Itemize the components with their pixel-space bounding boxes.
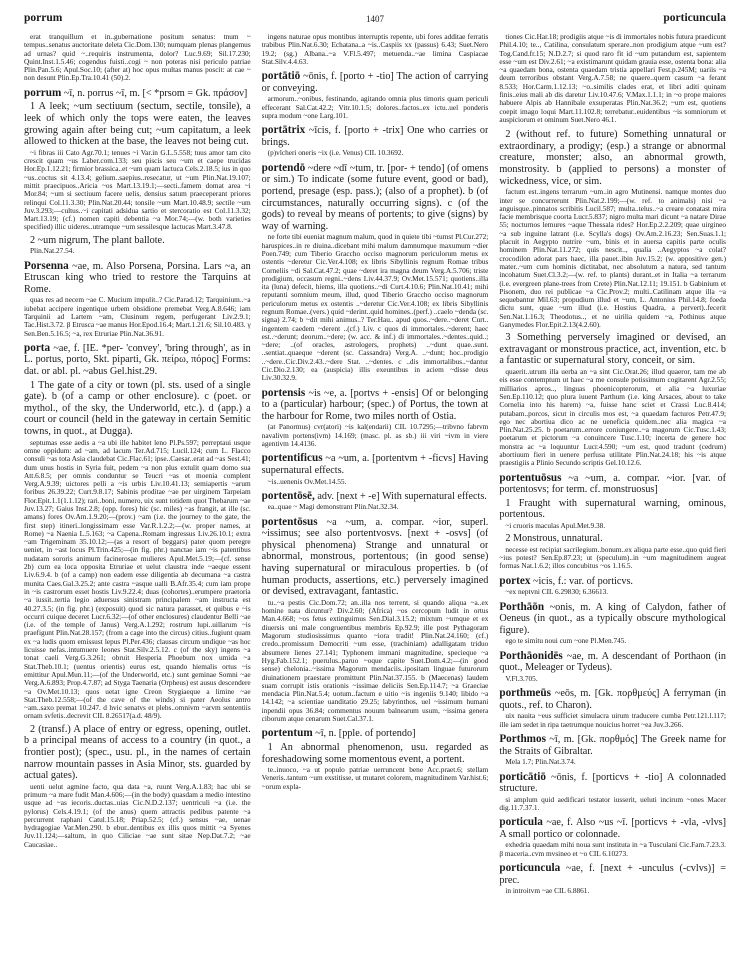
dictionary-entry (262, 71, 489, 120)
entry-heading (499, 688, 726, 711)
entry-heading (499, 473, 726, 496)
dictionary-entry (499, 688, 726, 729)
dictionary-entry (24, 88, 251, 256)
dictionary-entry (499, 772, 726, 813)
entry-heading (262, 71, 489, 94)
headword: Porthāōn (499, 600, 545, 613)
running-header (24, 12, 726, 30)
header-last-headword: porticuncula (663, 12, 726, 24)
citation-block: ~i cruoris maculas Apul.Met.9.38. (505, 521, 606, 530)
entry-definition: ~ae, f. Also ~us ~ī. [porticvs + -vla, -vlvs] A small portico or colonnade. (499, 817, 727, 840)
citation-block: ~is..uenenis Ov.Met.14.55. (267, 476, 347, 486)
column-right (499, 32, 726, 952)
sense-definition: 1 The gate of a city or town (pl. sts. used of a single gate). b (of a camp or other enclosure). c (poet. or mythol., of the sky, the Underworld, etc.). d (app.) a court or council (held in the gateway in certain Semitic towns, in quot., at Dugga). (24, 379, 251, 438)
entry-definition: ~ae, f. [IE. *per- 'convey', 'bring through', as in L. portus, porto, Skt. piparti, Gk. πείρω, πόρος] Forms: dat. or abl. pl. ~abus Gel.hist.29. (24, 342, 251, 378)
entry-heading (262, 125, 489, 148)
dictionary-entry (499, 651, 726, 683)
dictionary-entry (262, 388, 489, 449)
citation-block: tu..~a pestis Cic.Dom.72; an..illa nos terrent, si quando aliqua ~a..ex homine nata dicuntur? Div.2.60; (Africa) ~os cercopum ludit in ortus Man.4.668; ~os fetus extinguimus Sen.Dial.3.15.2; mixtum ~umque et ex diuersis uni male congruentibus membris Ep.92.9; ille post Pythagoram Magorum studiosissimus quanto ~iora tradit! Plin.Nat.24.160; (cf.) credo..promissum Democriti ~um esse, (trachiniam) adalligatam triduo absumere lienes 27.141; Typhonem immani magnitudine, specieque ~a Hyg.Fab.152.1; puerulus..paruo ~oque capite Suet.Dom.4.2;—(in good sense) chelonia..~issima Magorum mendaciis..ipositam linguae futurorum diuinationem praestare promittunt Plin.Nat.37.155. b (Maecenas) laudem suam corrupit istis orationis ~issimae deliciis Sen.Ep.114.7; ~a Graeciae mendacia Plin.Nat.5.4; uotum..factum e uitio ~is ingeniis 9.140; libido ~a 14.142; ~a scientiae uanditatio 29.25; labyrinthos, uel ~issimum humani inpendii opus 36.84; commentus nouum balnearum usum, ~issima genera ciborum atque cenarum Suet.Cal.37.1. (261, 597, 489, 724)
dictionary-entry (24, 261, 251, 338)
headword: porticula (499, 816, 543, 829)
headword: portentum (261, 727, 313, 740)
citation-block: necesse est recipiat sacrilegium..bonum..ex aliqua parte esse..quo quid fieri ~ius potest? Sen.Ep.87.23; ut (speculum)..in ~um magnitudinem augeat formas Nat.1.6.2; illos concubitus ~os 1.16.5. (499, 544, 727, 571)
headword: porticuncula (499, 862, 561, 875)
dictionary-entry (262, 163, 489, 383)
sense-definition: 2 (transf.) A place of entry or egress, opening, outlet. b a principal means of access to a country (in quot., a frontier post); (spec., usu. pl., in the names of certain narrow mountain passes in Asia Minor, sts. guarded by actual gates). (24, 723, 251, 782)
dictionary-entry (24, 343, 251, 849)
entry-heading (499, 863, 726, 886)
column-left (24, 32, 251, 952)
entry-definition: ~īcis, f. [porto + -trix] One who carries or brings. (261, 125, 489, 148)
dictionary-columns (24, 32, 726, 952)
citation-block: exhedria quaedam mihi noua sunt instituta in ~a Tusculani Cic.Fam.7.23.3. β maceria..cvm mvsineo et ~o CIL 6.10273. (499, 840, 727, 858)
continued-citation: ingens naturae opus montibus interruptis repente, ubi fores additae ferratis trabibus Plin.Nat.6.30; Echatana..a ~is..Caspiis xx (passus) 6.43; Suet.Nero 19.2; (sg.) Albana..~a V.Fl.5.497; metuenda..~ae limina Caspiacae Stat.Silv.4.4.63. (261, 32, 489, 66)
entry-definition: ~eōs, m. [Gk. πορθμεύς] A ferryman (in quots., ref. to Charon). (499, 688, 727, 711)
citation-block: ne forte tibi eueniat magnum malum, quod in quiete tibi ~tumst Pl.Cur.272; haruspices..in re diuina..dicebant mihi malum damnumque maxumum ~dier Poen.749; cum Tiberio Graccho occiso magnorum periculorum metus ex ostentis ~deretur Cic.Ver.4.108; ex libris Sibyllinis regnum Romae tribus Corneliis ~di Sal.Cat.47.2; quae ~deret ira magna deum Verg.A.5.706; triste prodigium, occasum regni..~dens Liv.44.37.9; Ov.Met.15.571; quotiens..illa ita (luna) defecit, hiems, illa quotiens..~di Curt.4.10.6; Plin.Nat.10.41; mihi reputanti somnium meum, illud, quod Tiberio Graccho occiso magnorum periculorum metus ex ostentis ..~deretur Cic.Ver.4.108; ex libris Sibyllinis regnum Romae..(vers.) quid ~derint..quid homines..(perf.) ..caelo ~denda (sc. signa) 2.74; b ~dit mihi animus..? Ter.Hau.. apud quos..~dere..~deret Curt.. ingentem caedem ~derent ..(cf.) Liv. c quos di immortales..~derent; haec est..~derunt; deorum..~dere; (w. acc. & inf.) di immortales..~dentes..quid..; ~dere; ..(of oracles, astrologers, prophets) ..~dunt quae..sunt. ..sentiat..quaeque ~derent (sc. Cassandra) Verg.A. ..~dunt; hoc..prodigio ..~dere..Cic.Div.2.43..~dere Stat. ..~dentes. c ..dis immortalibus..~dantur Cic.Dio.2.130; ea (auspicia) illis exeuntibus in aciem ~disse deus Liv.30.32.9. (261, 232, 489, 383)
citation-block: quaerit..utrum illa uerba an ~a sint Cic.Orat.26; illud quaeror, tam me ab eis esse contemptum ut haec ~a me consule potissimum cogitarent Agr.2.55; milliarios apros.., linguas phoenicopterorum, et alia ~a luxuriae Sen.Ep.110.12; quo plura iuuent Parthum (i.e. king Arsaces, about to take Cornelia into his harem) ~a, fuisse hanc sciet et Crassi Luc.8.414; putabam..porcos, sicut in circulis mos est, ~a quaedam facturos Petr.47.9; ego nec abortiua dico ac ne ueneficia quidem..nec alia magica ~a Plin.Nat.25.25. b poetarum..errore coniungere..~a magorum Cic.Tusc.1.43; poetarum et pictorum ~a conuincere Tusc.1.10; incerta de genere hoc monstra ac ~a loquuntur Lucr.4.590; ~um est, quod tradunt (cedrum) abortiuum fieri in uenere perfusa utilitate Plin.Nat.24.18; his ~is atque praestigiis a Plinio Secundo scriptis Gel.10.12.6. (499, 367, 727, 468)
dictionary-entry (499, 576, 726, 597)
headword: porthmeūs (499, 687, 551, 700)
entry-heading (24, 88, 251, 100)
dictionary-entry (499, 817, 726, 858)
sense-definition: 3 Something perversely imagined or devised, an extravagant or monstrous practice, act, invention, etc. b a fantastic or supernatural story, conceit, or sim. (499, 332, 727, 367)
sense-definition: 1 An abnormal phenomenon, usu. regarded as foreshadowing some momentous event, a portent. (261, 741, 489, 765)
headword: porta (24, 341, 51, 354)
entry-definition: ~a ~um, a. compar. ~ior, superl. ~issimus; see also portentvosvs. [next + -osvs] (of physical phenomena) Strange and unnatural or abnormal, monstrous, portentous; (in good sense) having supernatural or miraculous properties. b (of human products, assertions, etc.) perversely imagined or devised, extravagant, fantastic. (261, 516, 489, 598)
sense-definition: 2 Monstrous, unnatural. (505, 533, 603, 545)
headword: portentuōsus (499, 471, 562, 484)
citation-block: septumas esse aedis a ~a ubi ille habitet leno Pl.Ps.597; perreptaui usque omne oppidum: ad ~am, ad lacum Ter.Ad.715; Lucil.124; cum L. Flacco consuli ~as tota Asia claudebat Cic.Flac.61; ipse..Caesar..erat ad ~as Sest.41; dum unus hostis in Syria fuit, pedem ~a non plus extulit quam domo sua Att.6.8.5; per omnis conduntur se Teucri ~as et moenia complent Verg.A.9.39; uictores pelli a ~is urbis Liv.10.41.13; semiapertis ~arum foribus 26.39.22; Curt.9.8.17; Sabinis proditae ~ae per uirginem Tarpeiam Flor.Epit.1.1(1.1.12); rari..boni, numero, uix sunt totidem quot Thebarum ~ae Juv.13.27; Gaius Inst.2.8; (opp. fores) hic (sc. miles) ~as frangit, at ille (sc. amans) fores Ov.Am.1.9.20;—(prov.) ~am (i.e. the journey to the gate, the first step) itineri..longissimam esse Var.R.1.2.2;—(w. proper names, at Rome) ~a Naenia L.5.163; ~a Capena..Romam ingressus Liv.26.10.1; extra ~am Trigeminam 35.10.12;—(as a resort of beggars) pater quom peregre ueniet, in ~ast locus Pl.Trin.425;—(in fig. phr.) nanctae iam ~is patentibus nudatam sororis animum facinerosae mulieres Apul.Met.5.19;—(cf. sense 2b) cum ea loca opposita Etruriae et uelut claustra inde ~aeque essent Liv.6.9.4. b (of a camp) non eadem esse diligentia ab decumana ~a castra munita Caes.Gal.3.25.2; ante castra ~asque ualli B.Afr.35.4; cum iam prope in ~is castrorum esset hostis Liv.9.22.4; duas (cohortes)..erumpere praetoria ~a iussit..tertia legio aduersus sinistram principalem ~am instructa est 40.27.3.5; (in fig. phr.) (exposuit) quod sic natura parasset, et quibus e ~is occurri cuique deceret Lucr.6.32;—(of other enclosures) claudentur Belli ~ae (i.e. of the temple of Janus) Verg.A.1.292; rostrum lupi..uillarum ~is praefigunt Plin.Nat.28.157; (from a cage into the circus) citius..fugiunt quam ex ~a ludis quom emissust lepus Pl.Per.436; clausas circum undique ~as hoc licuisse nefas..intumuere leones Stat.Silv.2.5.12. c (of the sky) ingens ~a tonat caeli Verg.G.3.261; obruit Hesperia Phoebum nox umida ~a Stat.Theb.10.1; (uentus orientis) eurus est, quando hiemalis ortus ~is emittitur Apul.Mun.11;—(of the Underworld, etc.) sunt geminae Somni ~ae Verg.A.6.893; Prop.4.7.87; ad Styga Taenaria (Orpheus) est ausus descendere ~a Ov.Met.10.13; quos uetat igne Creon Stygiaeque a limine ~ae Stat.Theb.12.558;—(of the cave of the winds) si pater Aeolus antro ~am..saxo premat 10.247. d hvic senatvs et plebs..omnivm ~arvm sententiis ornam svfetis..decrevit CIL 8.26517(a.d. 48/9). (24, 437, 251, 721)
entry-heading (499, 576, 726, 588)
headword: portātiō (261, 70, 301, 83)
continued-citation: erat tranquillum et in..gubernatione positum senatus: tnum ~ tempus..senatus auctoritate deleta Cic.Dom.130; numquam plenas plangemus ad urnas? quid ~..requiris instrumenta, dolor? Luc.9.69; Sil.17.230; Quint.Inst.1.5.46; cogendus fuisti..cogi ~ non poteras nisi periculo patriae Plin.Pan.5.6; Apul.Soc.10; (after at) hoc opus multas manus poscit: at cae ~ non desunt Plin.Ep.Tra.10.41 (50).2. (24, 32, 251, 83)
dictionary-entry (499, 734, 726, 766)
citation-block: (at Panormus) cvr(atori) ~is kal(endarii) CIL 10.7295;—tribvno fabrvm navalivm portens(ivm) 14.169; (masc. pl. as sb.) iii viri ~ivm in viere agentivm 14.4136. (261, 422, 489, 449)
entry-definition: ~is ~e, a. [portvs + -ensis] Of or belonging to a (particular) harbour; (spec.) of Portus, the town at the harbour for Rome, two miles north of Ostia. (261, 387, 489, 422)
dictionary-entry (499, 129, 726, 467)
continued-citation: tiones Cic.Har.18; prodigiis atque ~is di immortales nobis futura praedicunt Phil.4.10; te.., Catilina, consulatum sperare..non prodigium atque ~um est? Tog.Cand.fr.15; N.D.2.7; si quod raro fit id ~um putandum est, sapientem esse ~um est Div.2.61; ~a existimarunt quidam grauia esse, ostenta bona: alia ~a quaedam bona, ostenta quaedam tristia appellari Fest.p.245M; uariis ~a deum terroribus obstant Verg.A.7.58; ne quaere..quem casum ~a ferant 8.533; Hor.Carm.1.12.13; ~o..similis clades erat, et libri aditi quinam finis..eius mali ab dis daretur Liv.10.47.6; V.Max.1.1.1; in ~o prope maiores habuere Alpis ab Hannibale exsuperatas Plin.Nat.36.2; ~um est, quotiens coepit imago loqui Mart.11.102.8; terrebatur..euidentibus ~is somniorum et auspiciorum et ominum Suet.Nero 46.1. (499, 32, 727, 124)
entry-heading (262, 517, 489, 598)
citation-block: Plin.Nat.27.54. (30, 246, 75, 256)
citation-block: Mela 1.7; Plin.Nat.3.74. (505, 757, 576, 767)
entry-heading (262, 453, 489, 476)
entry-definition: ~dere ~dī ~tum, tr. [por- + tendo] (of omens or sim.) To indicate (some future event, good or bad), portend, presage (esp. pass.); (also of a prophet). b (of circumstances, naturally occurring signs). c (of the gods) to reveal by means of portents; to give (signs) by way of warning. (261, 162, 489, 232)
citation-block: si amplum quid aedificari testator iusserit, ueluti incirum ~ones Macer dig.11.7.37.1. (499, 794, 727, 812)
headword: portendō (261, 161, 306, 174)
entry-definition: ~ī, m. [Gk. πορθμός] The Greek name for the Straits of Gibraltar. (499, 734, 727, 757)
dictionary-entry (499, 473, 726, 571)
sense-definition: 1 A leek; ~um sectiuum (sectum, sectile, tonsile), a leek of which only the tops were eaten, the leaves growing again after being cut; ~um capitatum, a leek allowed to thicken at the base, the leaves not being cut. (24, 101, 251, 148)
entry-definition: ~ōnis, f. [porto + -tio] The action of carrying or conveying. (261, 71, 489, 94)
entry-heading (499, 651, 726, 674)
page-number: 1407 (366, 14, 384, 24)
headword: portentōsē, (261, 489, 315, 502)
entry-definition: ~ī, n. [pple. of portendo] (312, 728, 416, 740)
headword: portentōsus (261, 515, 318, 528)
headword: portentificus (261, 452, 323, 465)
entry-heading (262, 491, 489, 503)
headword: Porsenna (24, 259, 69, 272)
citation-block: uenti uelut agmine facto, qua data ~a, ruunt Verg.A.1.83; hac ubi se primum ~a mare fudit Man.4.606;—(in the body) quasdam a medio intestino usque ad ~as iecoris..ductas..uias Cic.N.D.2.137; uentriculi ~a (i.e. the pylorus) Cels.4.19.1; (of the anus) quem attractis pedibus patente ~a percurrent raphani Catul.15.18; Priap.52.5; (cf.) sensus ~ae, uenae hydragogiae Var.Men.290. b ebur..dentibus ex illis quos mittit ~a Syenes Juv.11.124;—saltum, in quo Ciliciae ~ae sunt sitae Nep.Dat.7.2; ~ae Caucasiae.. (24, 781, 251, 849)
headword: portātrix (261, 124, 306, 137)
entry-heading (262, 388, 489, 423)
entry-definition: ~onis, m. A king of Calydon, father of Oeneus (in quot., as a typically obscure mythological figure). (499, 601, 727, 636)
entry-heading (24, 261, 251, 296)
citation-block: ea..quae ~ Magi demonstrant Plin.Nat.32.34. (267, 502, 399, 512)
dictionary-entry (262, 125, 489, 157)
headword: Porthmos (499, 733, 546, 746)
dictionary-entry (262, 453, 489, 485)
entry-heading (499, 602, 726, 637)
sense-definition: 2 (without ref. to future) Something unnatural or extraordinary, a prodigy; (esp.) a strange or abnormal creature, monster; also, an abnormal growth, monstrosity. b (applied to persons) a monster of wickedness, vice, or sim. (499, 129, 727, 187)
citation-block: armorum..~onibus, festinando, agitando omnia plus timoris quam periculi effecerant Sal.Cat.42.2; Vitr.10.1.5; dolores..factos..ex ictu..uel ponderis supra modum ~one Larg.101. (261, 94, 489, 120)
entry-definition: ~ae, m. A descendant of Porthaon (in quot., Meleager or Tydeus). (499, 650, 727, 674)
entry-heading (262, 728, 489, 740)
dictionary-entry (262, 728, 489, 791)
entry-definition: ~ae, m. Also Porsena, Porsina. Lars ~a, an Etruscan king who tried to restore the Tarquins at Rome. (24, 260, 251, 295)
entry-heading (499, 772, 726, 795)
entry-heading (499, 734, 726, 757)
citation-block: factum est..ingens terrarum ~um..in agro Mutinensi. namque montes duo inter se concurrerunt Plin.Nat.2.199;—(w. ref. to animals) nisi ~a anguisque..pinnatos scribitis Lucil.587; multa..telus..~a creare conatast mira facie membrisque coorta Lucr.5.837; nigro multa mari dicunt ~a natare Dirae 55; nocturnos lemures ~aque Thessala rides? Hor.Ep.2.2.209; quae uirgineo ~a sub inguine latrant (i.e. Scylla's dogs) Ov.Am.2.16.23; Sen.Suas.1.1; placuit in Aegypto nutrire ~um, binis et in auersa capitis parte oculis hominem Plin.Nat.11.272; quis nescit.., qualia ..Aegyptos ~a colat? crocodilon adorat pars haec, illa pauet..ibin Juv.15.2; (w. appositive gen.) mater..~um cum hominis dictitabat, nec absolutum a natura, sed tantum incohatum Suet.Cl.3.2;—(w. ref. to plants) durant..et in Italia ~a terrarum (i.e. evergreen plane-trees from Crete) Plin.Nat.12.11; 19.151. b Gabinium et Pisonem, duo rei publicae ~a Cic.Prov.2; multi..Catilinam atque illa ~a sequebantur Mil.63; propudium illud et ~um, L. Antonius Phil.14.8; foeda dictu sunt, quae ~um illud (i.e. Hostius Quadra, a pervert)..fecerit Sen.Nat.1.16.3; Theodotus.., et ne uirilia quidem ~a, Pothinus atque Ganymedes Flor.Epit.2.13(4.2.60). (499, 187, 727, 329)
entry-definition: ~a ~um, a. compar. ~ior. [var. of portentosvs; for term. cf. monstruosus] (499, 472, 727, 496)
entry-heading (499, 817, 726, 840)
entry-definition: ~ae, f. [next + -unculus (-cvlvs)] = prec. (499, 863, 727, 886)
headword: porticātiō (499, 770, 546, 783)
entry-definition: ~a ~um, a. [portentvm + -ficvs] Having supernatural effects. (261, 453, 489, 476)
header-first-headword: porrum (24, 12, 63, 24)
citation-block: V.Fl.3.705. (505, 673, 538, 683)
dictionary-entry (499, 602, 726, 646)
headword: porrum (24, 86, 62, 99)
entry-definition: ~ōnis, f. [porticvs + -tio] A colonnaded structure. (499, 771, 727, 795)
citation-block: ego te simitu noui cum ~one Pl.Men.745. (505, 636, 627, 646)
citation-block: uix nauita ~eus sufficiet simulacra uirum traducere cumba Petr.121.l.117; ille iam sedet in ripa taetrumque nouicius horret ~ea Juv.3.266. (499, 711, 727, 729)
citation-block: ~i fibras iii Cato Agr.70.1; tenues ~i Var.in G.L.5.558; tuus amor tam cito crescit quam ~us Laber.com.133; seu piscis seu ~um et caepe trucidas Hor.Ep.1.12.21; firmior brassica..et ~um quam lactuca Cels.2.18.5; ius in quo ~us..coctus sit 4.13.4; gelium..saepius..resecatur, ut ~um Plin.Nat.19.107; mittit praecipuos..Aricia ~os Mart.13.19.1;—secti..famem domat area ~i Mor.84; ~um si sectiuum facere uelis, densius satum praeceperant priores relinqui Col.11.3.30; Plin.Nat.20.44; tonsile ~um Mart.10.48.9; sectile ~um Juv.3.293;—cultus..~i capitati adsidua sartio et stercoratio est Col.11.3.32; Mart.13.19; (cf.) nomen capiti debentia ~a Mor.74;—(w. both varieties specified) illic uideres..utramque ~um sessilesque lactucas Mart.3.47.8. (24, 147, 251, 232)
citation-block: te..inuoco, ~a ut populo patriae uerruncent bene Acc.praet.6; stellam Veneris..tantum ~um exstitisse, ut mutaret colorem, magnitudinem Var.hist.6; ~orum expla- (261, 765, 489, 791)
entry-heading (262, 163, 489, 233)
dictionary-entry (262, 517, 489, 724)
headword: portex (499, 574, 531, 587)
citation-block: in introitvm ~ae CIL 6.8861. (505, 886, 590, 896)
citation-block: ~ex neptvni CIL 6.29830; 6.36613. (505, 587, 609, 597)
headword: Porthāonidēs (499, 649, 563, 662)
entry-definition: ~ī, n. porrus ~ī, m. [< *prsom = Gk. πράσον] (61, 87, 248, 99)
entry-definition: ~icis, f.: var. of porticvs. (530, 575, 633, 587)
sense-definition: 2 ~um nigrum, The plant ballote. (30, 234, 165, 246)
column-middle (262, 32, 489, 952)
entry-definition: adv. [next + -e] With supernatural effects. (314, 490, 487, 502)
citation-block: (p)vlcheri oneris ~ix (i.e. Venus) CIL 10.3692. (267, 148, 404, 158)
headword: portensis (261, 386, 306, 399)
dictionary-entry (499, 863, 726, 895)
citation-block: quas res ad necem ~ae C. Mucium impulit..? Cic.Parad.12; Tarquinium..~a iubebat accipere ingentique urbem obsidione premebat Verg.A.8.646; iam Tarquinii ad Lartem ~am, Clusinum regem, perfugerant Liv.2.9.1; Tac.Hist.3.72. β Etrusca ~ae manus Hor.Epod.16.4; Mart.1.21.6; Sil.10.483. γ Sen.Ben.5.16.5; ~a, rex Etruriae Plin.Nat.36.91. (24, 295, 251, 338)
sense-definition: 1 Fraught with supernatural warning, ominous, portentous. (499, 497, 727, 521)
dictionary-entry (262, 491, 489, 512)
entry-heading (24, 343, 251, 378)
